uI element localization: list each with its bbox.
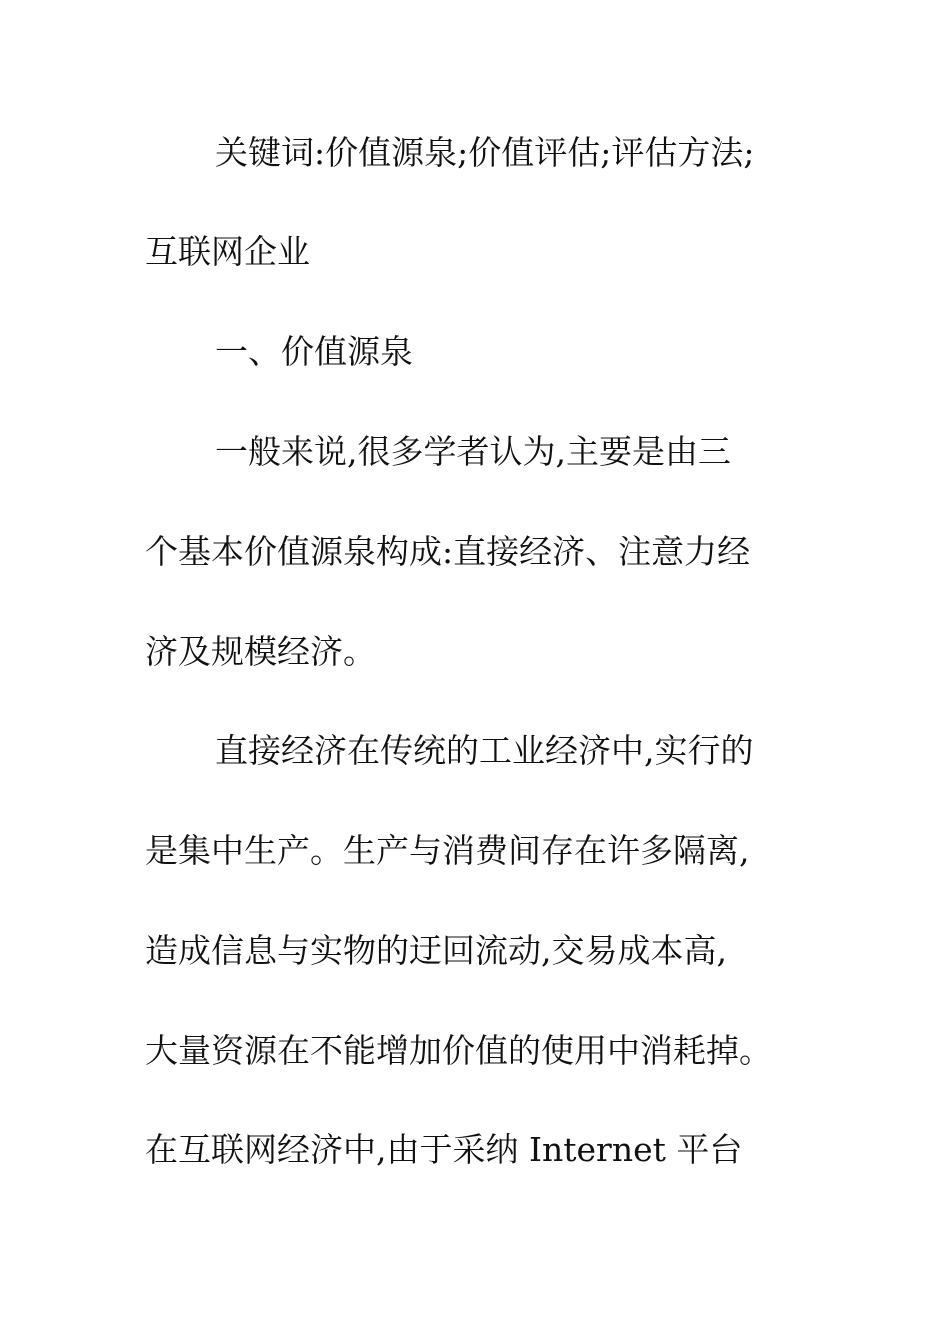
paragraph-line: 大量资源在不能增加价值的使用中消耗掉。 — [145, 1031, 772, 1070]
paragraph-line: 造成信息与实物的迂回流动,交易成本高, — [145, 931, 727, 970]
paragraph-line: 个基本价值源泉构成:直接经济、注意力经 — [145, 532, 751, 571]
paragraph-line: 是集中生产。生产与消费间存在许多隔离, — [145, 831, 750, 870]
paragraph-line: 济及规模经济。 — [145, 632, 376, 671]
paragraph-line: 在互联网经济中,由于采纳 Internet 平台 — [145, 1130, 743, 1169]
keywords-line: 关键词:价值源泉;价值评估;评估方法; — [215, 133, 755, 172]
section-heading: 一、价值源泉 — [215, 332, 413, 371]
paragraph-line: 一般来说,很多学者认为,主要是由三 — [215, 432, 731, 471]
paragraph-line: 直接经济在传统的工业经济中,实行的 — [215, 731, 754, 770]
keywords-continuation: 互联网企业 — [145, 232, 310, 271]
